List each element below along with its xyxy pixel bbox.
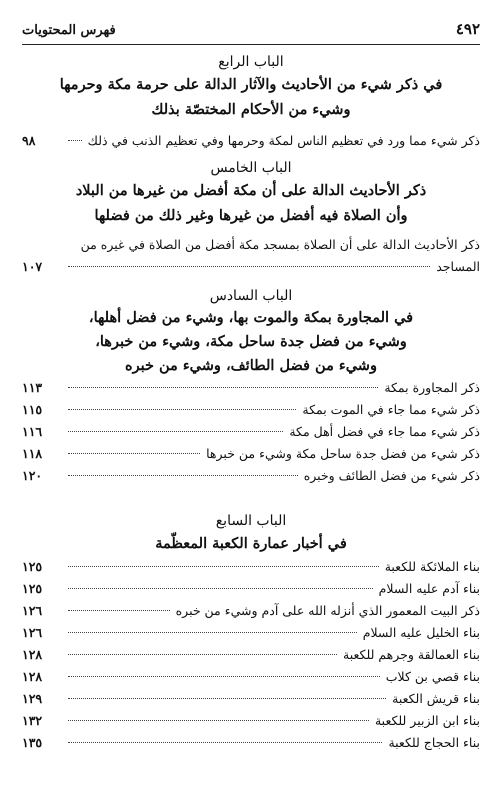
dot-leader xyxy=(68,453,200,454)
page-number: ٤٩٢ xyxy=(455,20,480,38)
entry-page: ١١٥ xyxy=(22,402,43,417)
toc-entry[interactable] xyxy=(22,443,480,465)
dot-leader xyxy=(68,588,373,589)
entry-page: ١٢٨ xyxy=(22,647,43,662)
dot-leader xyxy=(68,387,378,388)
toc-entry[interactable] xyxy=(22,688,480,710)
entry-page: ١١٣ xyxy=(22,380,43,395)
toc-entry[interactable] xyxy=(22,377,480,399)
entry-text: بناء الخليل عليه السلام xyxy=(362,625,480,640)
chapter-title: الباب الخامس xyxy=(210,160,292,176)
toc-entry[interactable] xyxy=(22,234,480,278)
dot-leader xyxy=(68,676,380,677)
chapter-subtitle: في أخبار عمارة الكعبة المعظّمة xyxy=(155,535,347,552)
entry-text: ذكر شيء مما ورد في تعظيم الناس لمكة وحرمها وفي تعظيم الذنب في ذلك xyxy=(87,133,480,148)
entry-page: ١٢٥ xyxy=(22,559,43,574)
chapter-subtitle: وشيء من فضل جدة ساحل مكة، وشيء من خبرها، xyxy=(95,333,407,350)
toc-entry[interactable] xyxy=(22,130,480,152)
dot-leader xyxy=(68,610,170,611)
chapter-subtitle: وشيء من فضل الطائف، وشيء من خبره xyxy=(125,357,377,374)
chapter-subtitle: وأن الصلاة فيه أفضل من غيرها وغير ذلك من فضلها xyxy=(94,207,408,224)
entry-text: بناء الملائكة للكعبة xyxy=(384,559,480,574)
toc-entry[interactable] xyxy=(22,600,480,622)
entry-page: ١١٦ xyxy=(22,424,43,439)
chapter-subtitle: في ذكر شيء من الأحاديث والآثار الدالة على حرمة مكة وحرمها xyxy=(59,76,443,93)
dot-leader xyxy=(68,654,337,655)
chapter-6-entries xyxy=(22,377,480,487)
toc-entry[interactable] xyxy=(22,578,480,600)
page-header xyxy=(22,14,480,38)
dot-leader xyxy=(68,698,386,699)
chapter-7-heading xyxy=(22,511,480,556)
entry-text: ذكر البيت المعمور الذي أنزله الله على آدم وشيء من خبره xyxy=(175,603,480,618)
entry-page: ١٢٩ xyxy=(22,691,43,706)
toc-entry[interactable] xyxy=(22,644,480,666)
chapter-5-heading xyxy=(22,158,480,228)
entry-text: ذكر شيء مما جاء في الموت بمكة xyxy=(302,402,480,417)
entry-text: بناء الحجاج للكعبة xyxy=(388,735,480,750)
chapter-5-entries xyxy=(22,234,480,278)
dot-leader xyxy=(68,566,379,567)
dot-leader xyxy=(68,720,369,721)
entry-page: ١٢٥ xyxy=(22,581,43,596)
dot-leader xyxy=(68,431,283,432)
dot-leader xyxy=(68,742,382,743)
entry-page: ٩٨ xyxy=(22,133,36,148)
chapter-subtitle: وشيء من الأحكام المختصّة بذلك xyxy=(151,101,351,118)
entry-page: ١٢٦ xyxy=(22,603,43,618)
toc-entry[interactable] xyxy=(22,465,480,487)
header-divider xyxy=(22,44,480,45)
entry-text: ذكر شيء من فضل الطائف وخبره xyxy=(303,468,480,483)
dot-leader xyxy=(68,140,82,141)
toc-entry[interactable] xyxy=(22,732,480,754)
entry-text: بناء قصي بن كلاب xyxy=(385,669,480,684)
chapter-title: الباب الرابع xyxy=(218,54,284,70)
entry-page: ١١٨ xyxy=(22,446,43,461)
running-title: فهرس المحتويات xyxy=(22,23,116,38)
dot-leader xyxy=(68,266,430,267)
toc-entry[interactable] xyxy=(22,399,480,421)
dot-leader xyxy=(68,475,298,476)
chapter-title: الباب السادس xyxy=(209,288,293,304)
entry-page: ١٢٨ xyxy=(22,669,43,684)
chapter-4-entries xyxy=(22,130,480,152)
chapter-4-heading xyxy=(22,52,480,122)
toc-entry[interactable] xyxy=(22,622,480,644)
entry-text: بناء قريش الكعبة xyxy=(392,691,480,706)
entry-text: ذكر شيء من فضل جدة ساحل مكة وشيء من خبرها xyxy=(206,446,480,461)
toc-page xyxy=(22,0,480,787)
entry-page: ١٢٠ xyxy=(22,468,43,483)
entry-page: ١٠٧ xyxy=(22,259,43,274)
entry-text: ذكر الأحاديث الدالة على أن الصلاة بمسجد مكة أفضل من الصلاة في غيره من xyxy=(80,237,480,252)
chapter-title: الباب السابع xyxy=(215,513,287,529)
entry-page: ١٣٥ xyxy=(22,735,43,750)
toc-entry[interactable] xyxy=(22,710,480,732)
entry-text: بناء العمالقة وجرهم للكعبة xyxy=(343,647,480,662)
chapter-6-heading xyxy=(22,286,480,378)
toc-entry[interactable] xyxy=(22,666,480,688)
entry-text: ذكر المجاورة بمكة xyxy=(384,380,480,395)
dot-leader xyxy=(68,409,296,410)
chapter-subtitle: في المجاورة بمكة والموت بها، وشيء من فضل أهلها، xyxy=(88,309,414,326)
toc-entry[interactable] xyxy=(22,421,480,443)
entry-text: بناء آدم عليه السلام xyxy=(378,581,480,596)
chapter-subtitle: ذكر الأحاديث الدالة على أن مكة أفضل من غيرها من البلاد xyxy=(75,182,427,199)
entry-text-continued: المساجد xyxy=(436,259,480,274)
toc-entry[interactable] xyxy=(22,556,480,578)
entry-page: ١٢٦ xyxy=(22,625,43,640)
chapter-7-entries xyxy=(22,556,480,754)
entry-text: ذكر شيء مما جاء في فضل أهل مكة xyxy=(289,424,480,439)
dot-leader xyxy=(68,632,357,633)
entry-page: ١٣٢ xyxy=(22,713,43,728)
entry-text: بناء ابن الزبير للكعبة xyxy=(374,713,480,728)
